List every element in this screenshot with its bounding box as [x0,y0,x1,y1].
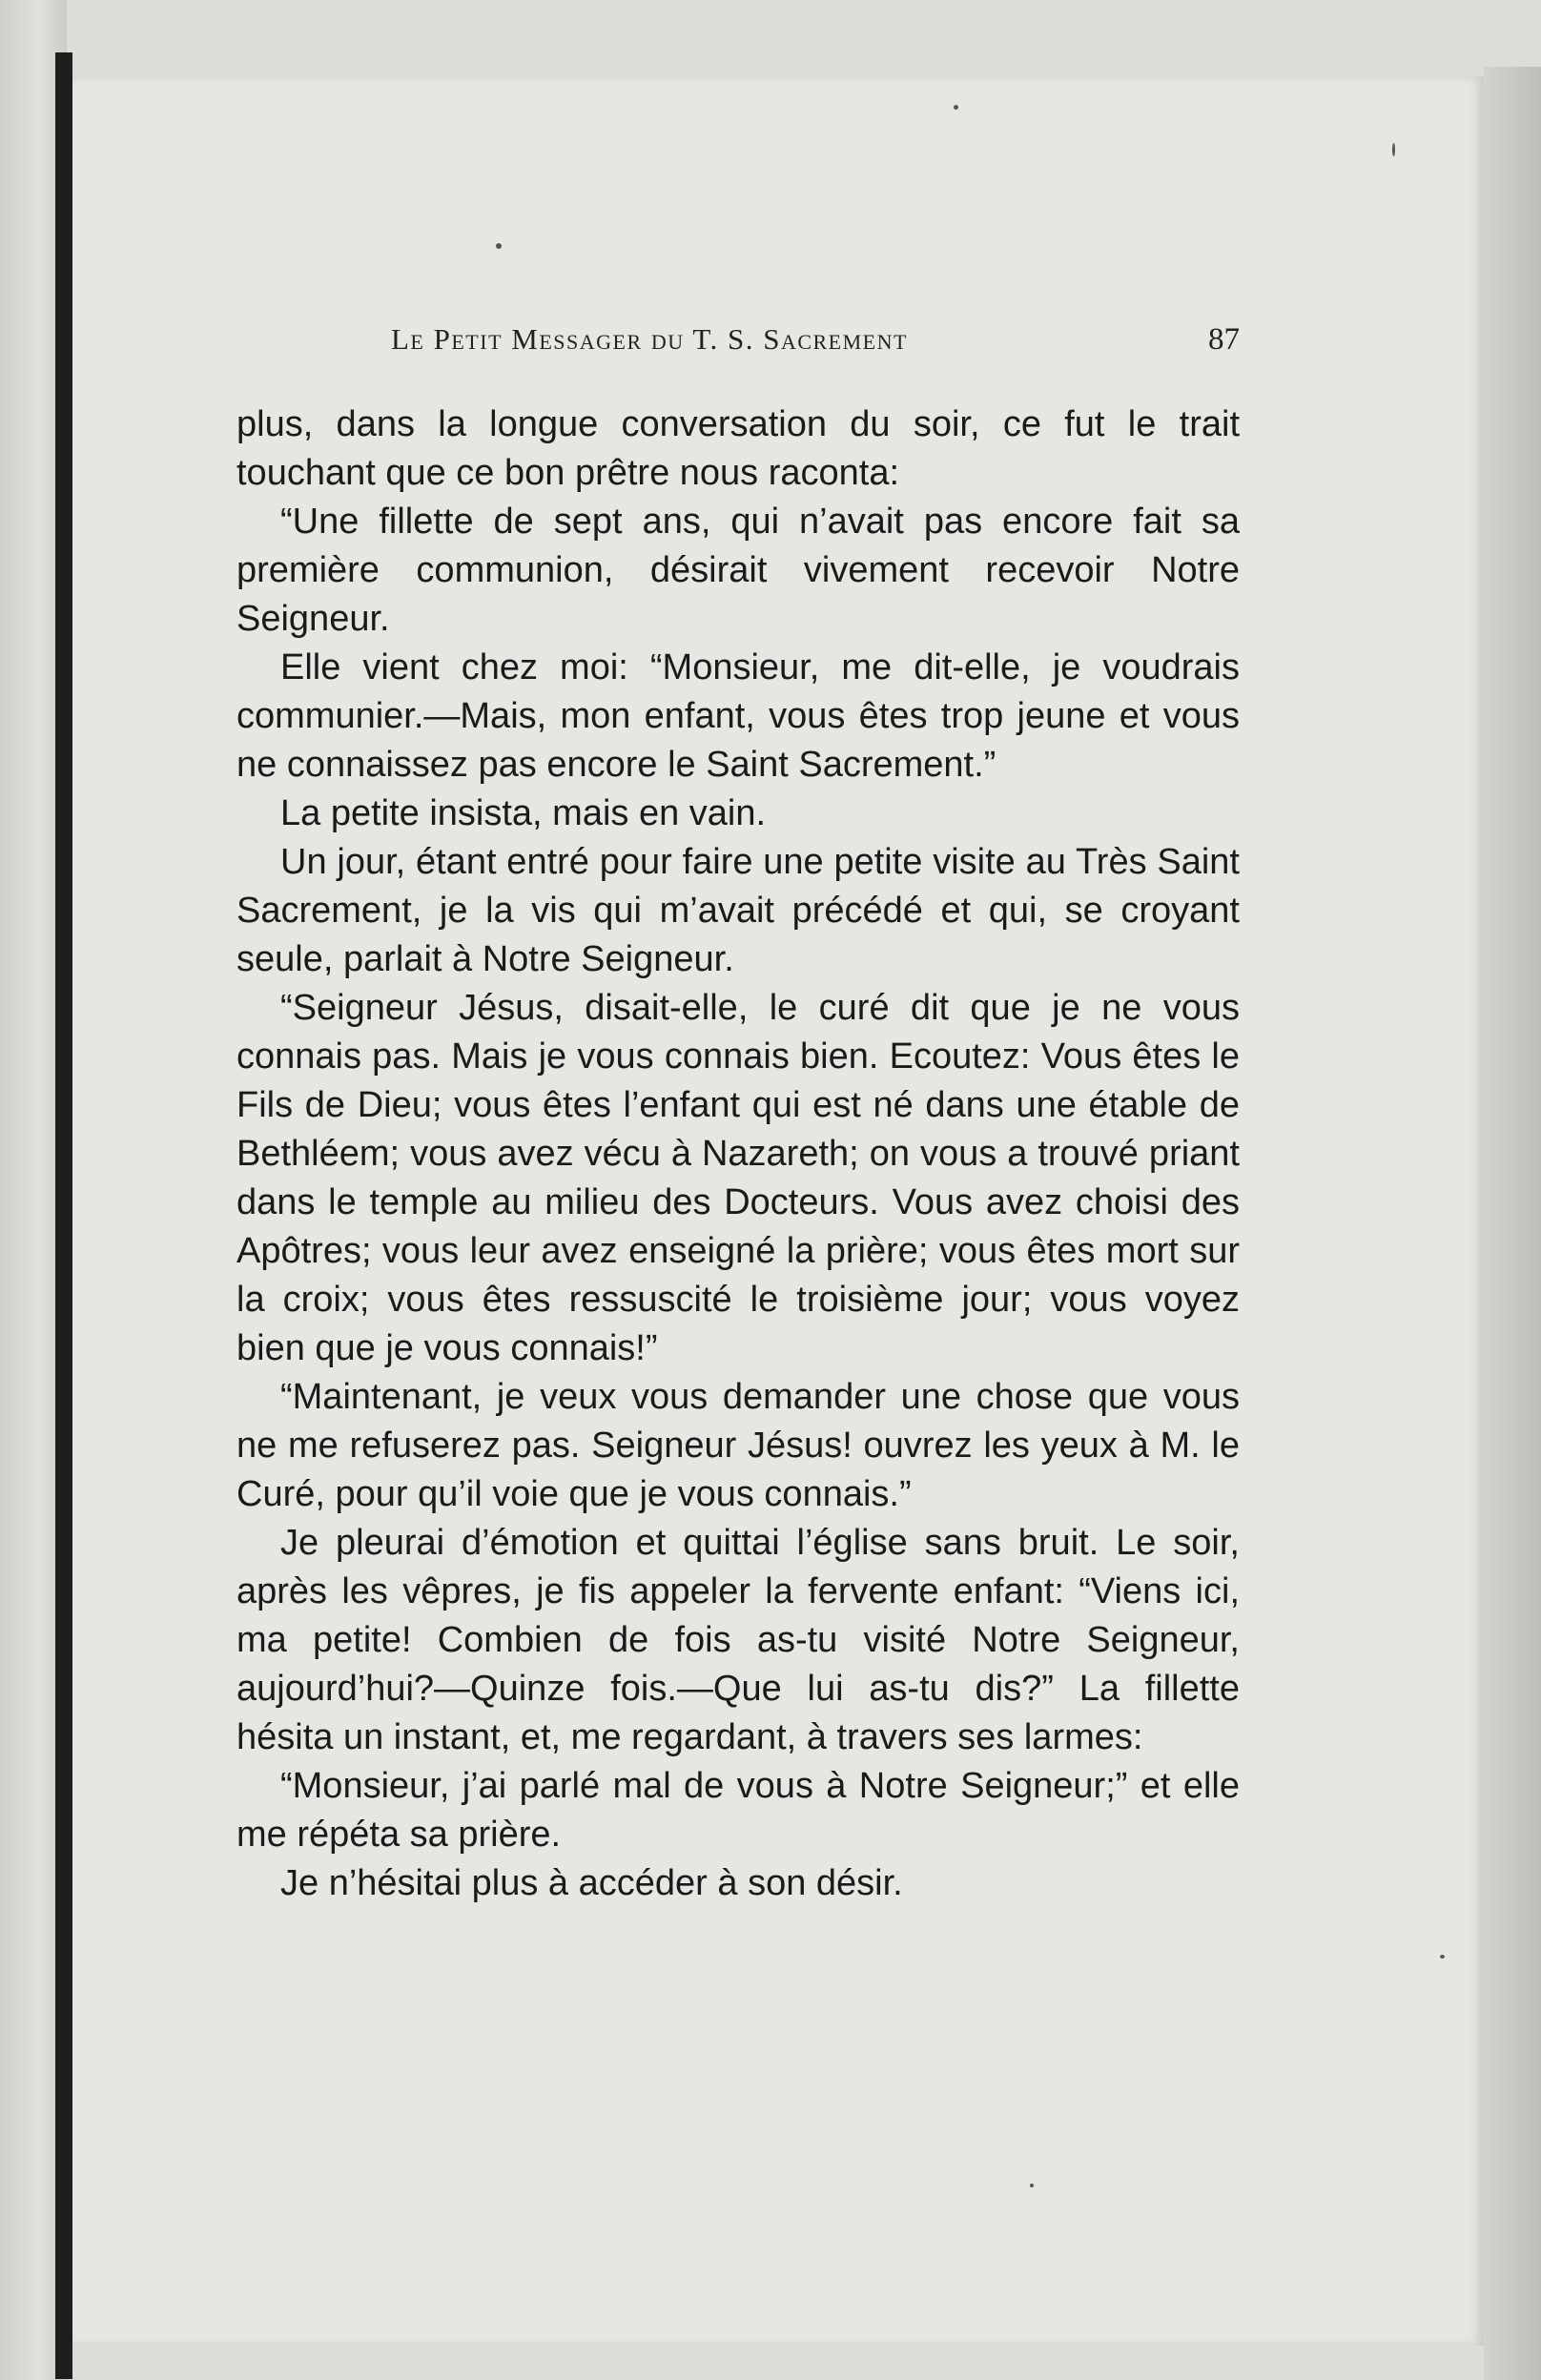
dust-speck [1030,2184,1034,2187]
paragraph: Elle vient chez moi: “Monsieur, me dit-elle, je voudrais communier.—Mais, mon enfant, vous êtes trop jeune et vous ne connaissez pas encore le Saint Sacrement.” [236,647,1240,785]
paragraph: Je pleurai d’émotion et quittai l’église sans bruit. Le soir, après les vêpres, je fis appeler la fervente enfant: “Viens ici, ma petite! Combien de fois as-tu visité Notre Seigneur, aujourd’hui?—Quinze fois.—Que lui as-tu dis?” La fillette hésita un instant, et, me regardant, à travers ses larmes: [236,1523,1240,1757]
running-title: Le Petit Messager du T. S. Sacrement [391,322,908,356]
paragraph: “Seigneur Jésus, disait-elle, le curé dit que je ne vous connais pas. Mais je vous connais bien. Ecoutez: Vous êtes le Fils de Dieu; vous êtes l’enfant qui est né dans une étable de Bethléem; vous avez vécu à Nazareth; on vous a trouvé priant dans le temple au milieu des Docteurs. Vous avez choisi des Apôtres; vous leur avez enseigné la prière; vous êtes mort sur la croix; vous êtes ressuscité le troisième jour; vous voyez bien que je vous connais!” [236,988,1240,1368]
page-number: 87 [1208,322,1240,357]
dust-speck [496,243,502,249]
paragraph: plus, dans la longue conversation du soir, ce fut le trait touchant que ce bon prêtre nous raconta: [236,404,1240,493]
page-edge [1484,67,1541,2380]
paragraph: “Maintenant, je veux vous demander une chose que vous ne me refuserez pas. Seigneur Jésus! ouvrez les yeux à M. le Curé, pour qu’il voie que je vous connais.” [236,1377,1240,1514]
body-text [236,400,1240,1908]
dust-speck [954,105,958,110]
running-header [238,322,1240,370]
paragraph: “Monsieur, j’ai parlé mal de vous à Notre Seigneur;” et elle me répéta sa prière. [236,1766,1240,1855]
paragraph: Un jour, étant entré pour faire une petite visite au Très Saint Sacrement, je la vis qui m’avait précédé et qui, se croyant seule, parlait à Notre Seigneur. [236,842,1240,979]
paragraph: “Une fillette de sept ans, qui n’avait pas encore fait sa première communion, désirait vivement recevoir Notre Seigneur. [236,502,1240,639]
dust-speck [1392,143,1395,156]
paragraph: La petite insista, mais en vain. [280,793,767,833]
dust-speck [1440,1955,1445,1959]
paragraph: Je n’hésitai plus à accéder à son désir. [280,1863,903,1903]
gutter-shadow-line [55,52,72,2379]
